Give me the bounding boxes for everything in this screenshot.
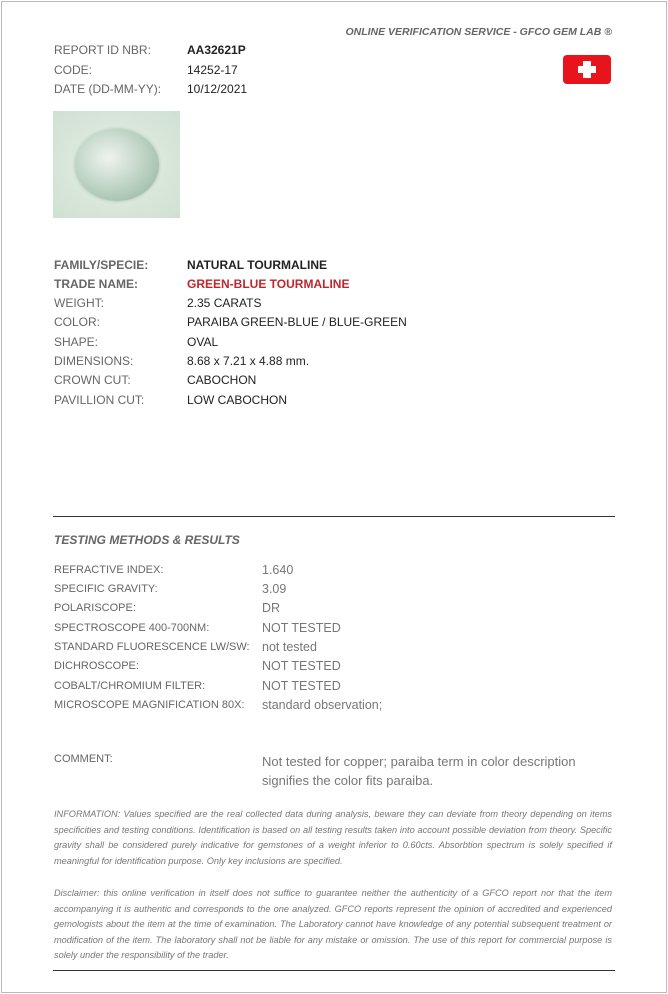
label: SPECIFIC GRAVITY:	[54, 583, 158, 595]
label: MICROSCOPE MAGNIFICATION 80X:	[54, 699, 245, 711]
value: standard observation;	[262, 698, 383, 712]
label: CROWN CUT:	[54, 373, 131, 387]
value: NOT TESTED	[262, 679, 341, 693]
trade-name-value: GREEN-BLUE TOURMALINE	[187, 277, 350, 291]
label: STANDARD FLUORESCENCE LW/SW:	[54, 641, 250, 653]
service-header: ONLINE VERIFICATION SERVICE - GFCO GEM LAB ®	[345, 26, 612, 38]
value: PARAIBA GREEN-BLUE / BLUE-GREEN	[187, 315, 407, 329]
swiss-flag-icon	[563, 55, 611, 84]
date-value: 10/12/2021	[187, 82, 248, 96]
label: TRADE NAME:	[54, 277, 138, 291]
label: REPORT ID NBR:	[54, 43, 151, 57]
label: FAMILY/SPECIE:	[54, 258, 149, 272]
value: NATURAL TOURMALINE	[187, 258, 327, 272]
label: WEIGHT:	[54, 296, 104, 310]
information-text: INFORMATION: Values specified are the real collected data during analysis, beware they can deviate from theory depending on items specificities and testing conditions. Identification is based on all testing results taken into account possible deviation from theory. Specific gravity shall be considered purely indicative for gemstones of a weight inferior to 0.60cts. Absorbtion spectrum is solely specified if meaningful for identification purpose. Only key inclusions are specified.	[54, 809, 612, 866]
value: 2.35 CARATS	[187, 296, 262, 310]
value: NOT TESTED	[262, 621, 341, 635]
report-id-value: AA32621P	[187, 43, 246, 57]
value: DR	[262, 601, 281, 615]
value: not tested	[262, 640, 317, 654]
value: CABOCHON	[187, 373, 257, 387]
disclaimer-text: Disclaimer: this online verification in itself does not suffice to guarantee neither the authenticity of a GFCO report nor that the item accompanying it is authentic and corresponds to the one analyzed. GFCO reports represent the opinion of accredited and experienced gemologists about the item at the time of examination. The Laboratory cannot have knowledge of any potential subsequent treatment or modification of the item. The laboratory shall not be liable for any mistake or omission. The use of this report for commercial purpose is solely under the responsibility of the trader.	[54, 888, 612, 961]
comment-label: COMMENT:	[54, 753, 113, 765]
label: REFRACTIVE INDEX:	[54, 564, 164, 576]
label: SHAPE:	[54, 335, 99, 349]
label: CODE:	[54, 63, 93, 77]
label: DIMENSIONS:	[54, 354, 134, 368]
testing-title: TESTING METHODS & RESULTS	[54, 533, 240, 547]
value: 1.640	[262, 563, 294, 577]
comment-text: Not tested for copper; paraiba term in color description signifies the color fits paraiba.	[262, 754, 576, 788]
value: 8.68 x 7.21 x 4.88 mm.	[187, 354, 310, 368]
label: COBALT/CHROMIUM FILTER:	[54, 680, 206, 692]
value: 3.09	[262, 582, 287, 596]
label: DICHROSCOPE:	[54, 660, 139, 672]
bottom-divider	[53, 970, 615, 971]
label: COLOR:	[54, 315, 101, 329]
value: OVAL	[187, 335, 219, 349]
label: SPECTROSCOPE 400-700NM:	[54, 622, 210, 634]
label: PAVILLION CUT:	[54, 393, 145, 407]
value: NOT TESTED	[262, 659, 341, 673]
code-value: 14252-17	[187, 63, 238, 77]
gem-photo	[53, 111, 180, 218]
gem-stone	[75, 129, 159, 201]
value: LOW CABOCHON	[187, 393, 288, 407]
label: DATE (DD-MM-YY):	[54, 82, 162, 96]
divider	[53, 516, 615, 517]
label: POLARISCOPE:	[54, 602, 136, 614]
